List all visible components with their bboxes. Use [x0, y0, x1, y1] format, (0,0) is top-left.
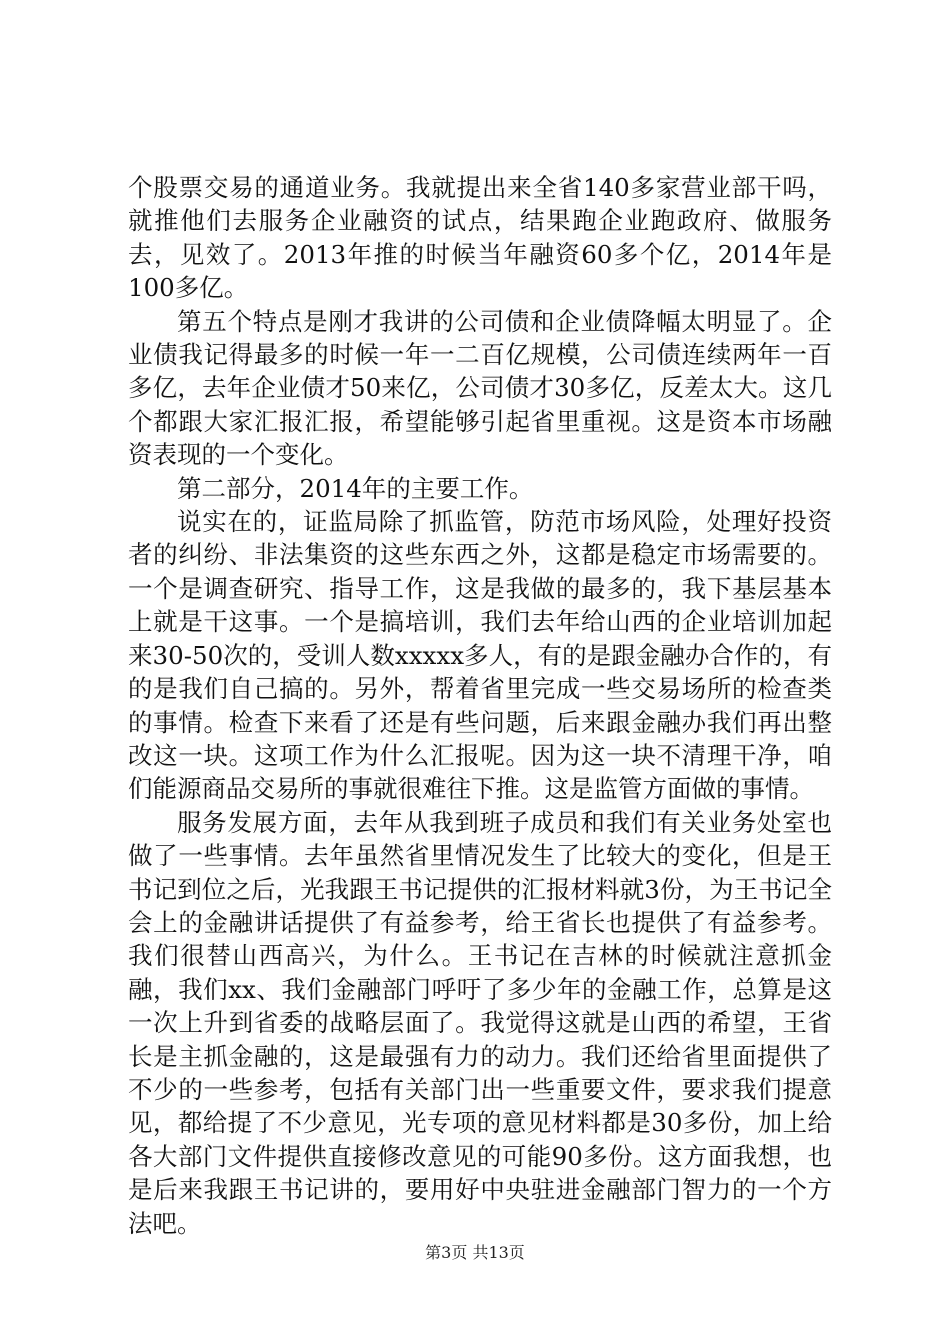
paragraph-supervision: 说实在的，证监局除了抓监管，防范市场风险，处理好投资者的纠纷、非法集资的这些东西之外，这都是稳定市场需要的。一个是调查研究、指导工作，这是我做的最多的，我下基层基本上就是干这事。一个是搞培训，我们去年给山西的企业培训加起来30-50次的，受训人数xxxxx多人，有的是跟金融办合作的，有的是我们自己搞的。另外，帮着省里完成一些交易场所的检查类的事情。检查下来看了还是有些问题，后来跟金融办我们再出整改这一块。这项工作为什么汇报呢。因为这一块不清理干净，咱们能源商品交易所的事就很难往下推。这是监管方面做的事情。 [128, 507, 832, 804]
body-text [128, 171, 832, 1240]
page-footer: 第3页 共13页 [425, 1243, 525, 1262]
paragraph-service-development: 服务发展方面，去年从我到班子成员和我们有关业务处室也做了一些事情。去年虽然省里情况发生了比较大的变化，但是王书记到位之后，光我跟王书记提供的汇报材料就3份，为王书记全会上的金融讲话提供了有益参考，给王省长也提供了有益参考。我们很替山西高兴，为什么。王书记在吉林的时候就注意抓金融，我们xx、我们金融部门呼吁了多少年的金融工作，总算是这一次上升到省委的战略层面了。我觉得这就是山西的希望，王省长是主抓金融的，这是最强有力的动力。我们还给省里面提供了不少的一些参考，包括有关部门出一些重要文件，要求我们提意见，都给提了不少意见，光专项的意见材料都是30多份，加上给各大部门文件提供直接修改意见的可能90多份。这方面我想，也是后来我跟王书记讲的，要用好中央驻进金融部门智力的一个方法吧。 [128, 807, 832, 1238]
paragraph-fifth-feature: 第五个特点是刚才我讲的公司债和企业债降幅太明显了。企业债我记得最多的时候一年一二百亿规模，公司债连续两年一百多亿，去年企业债才50来亿，公司债才30多亿，反差太大。这几个都跟大家汇报汇报，希望能够引起省里重视。这是资本市场融资表现的一个变化。 [128, 306, 832, 470]
section-heading-part-two: 第二部分，2014年的主要工作。 [177, 473, 534, 503]
paragraph-continuation: 个股票交易的通道业务。我就提出来全省140多家营业部干吗，就推他们去服务企业融资的试点，结果跑企业跑政府、做服务去，见效了。2013年推的时候当年融资60多个亿，2014年是100多亿。 [128, 173, 832, 303]
